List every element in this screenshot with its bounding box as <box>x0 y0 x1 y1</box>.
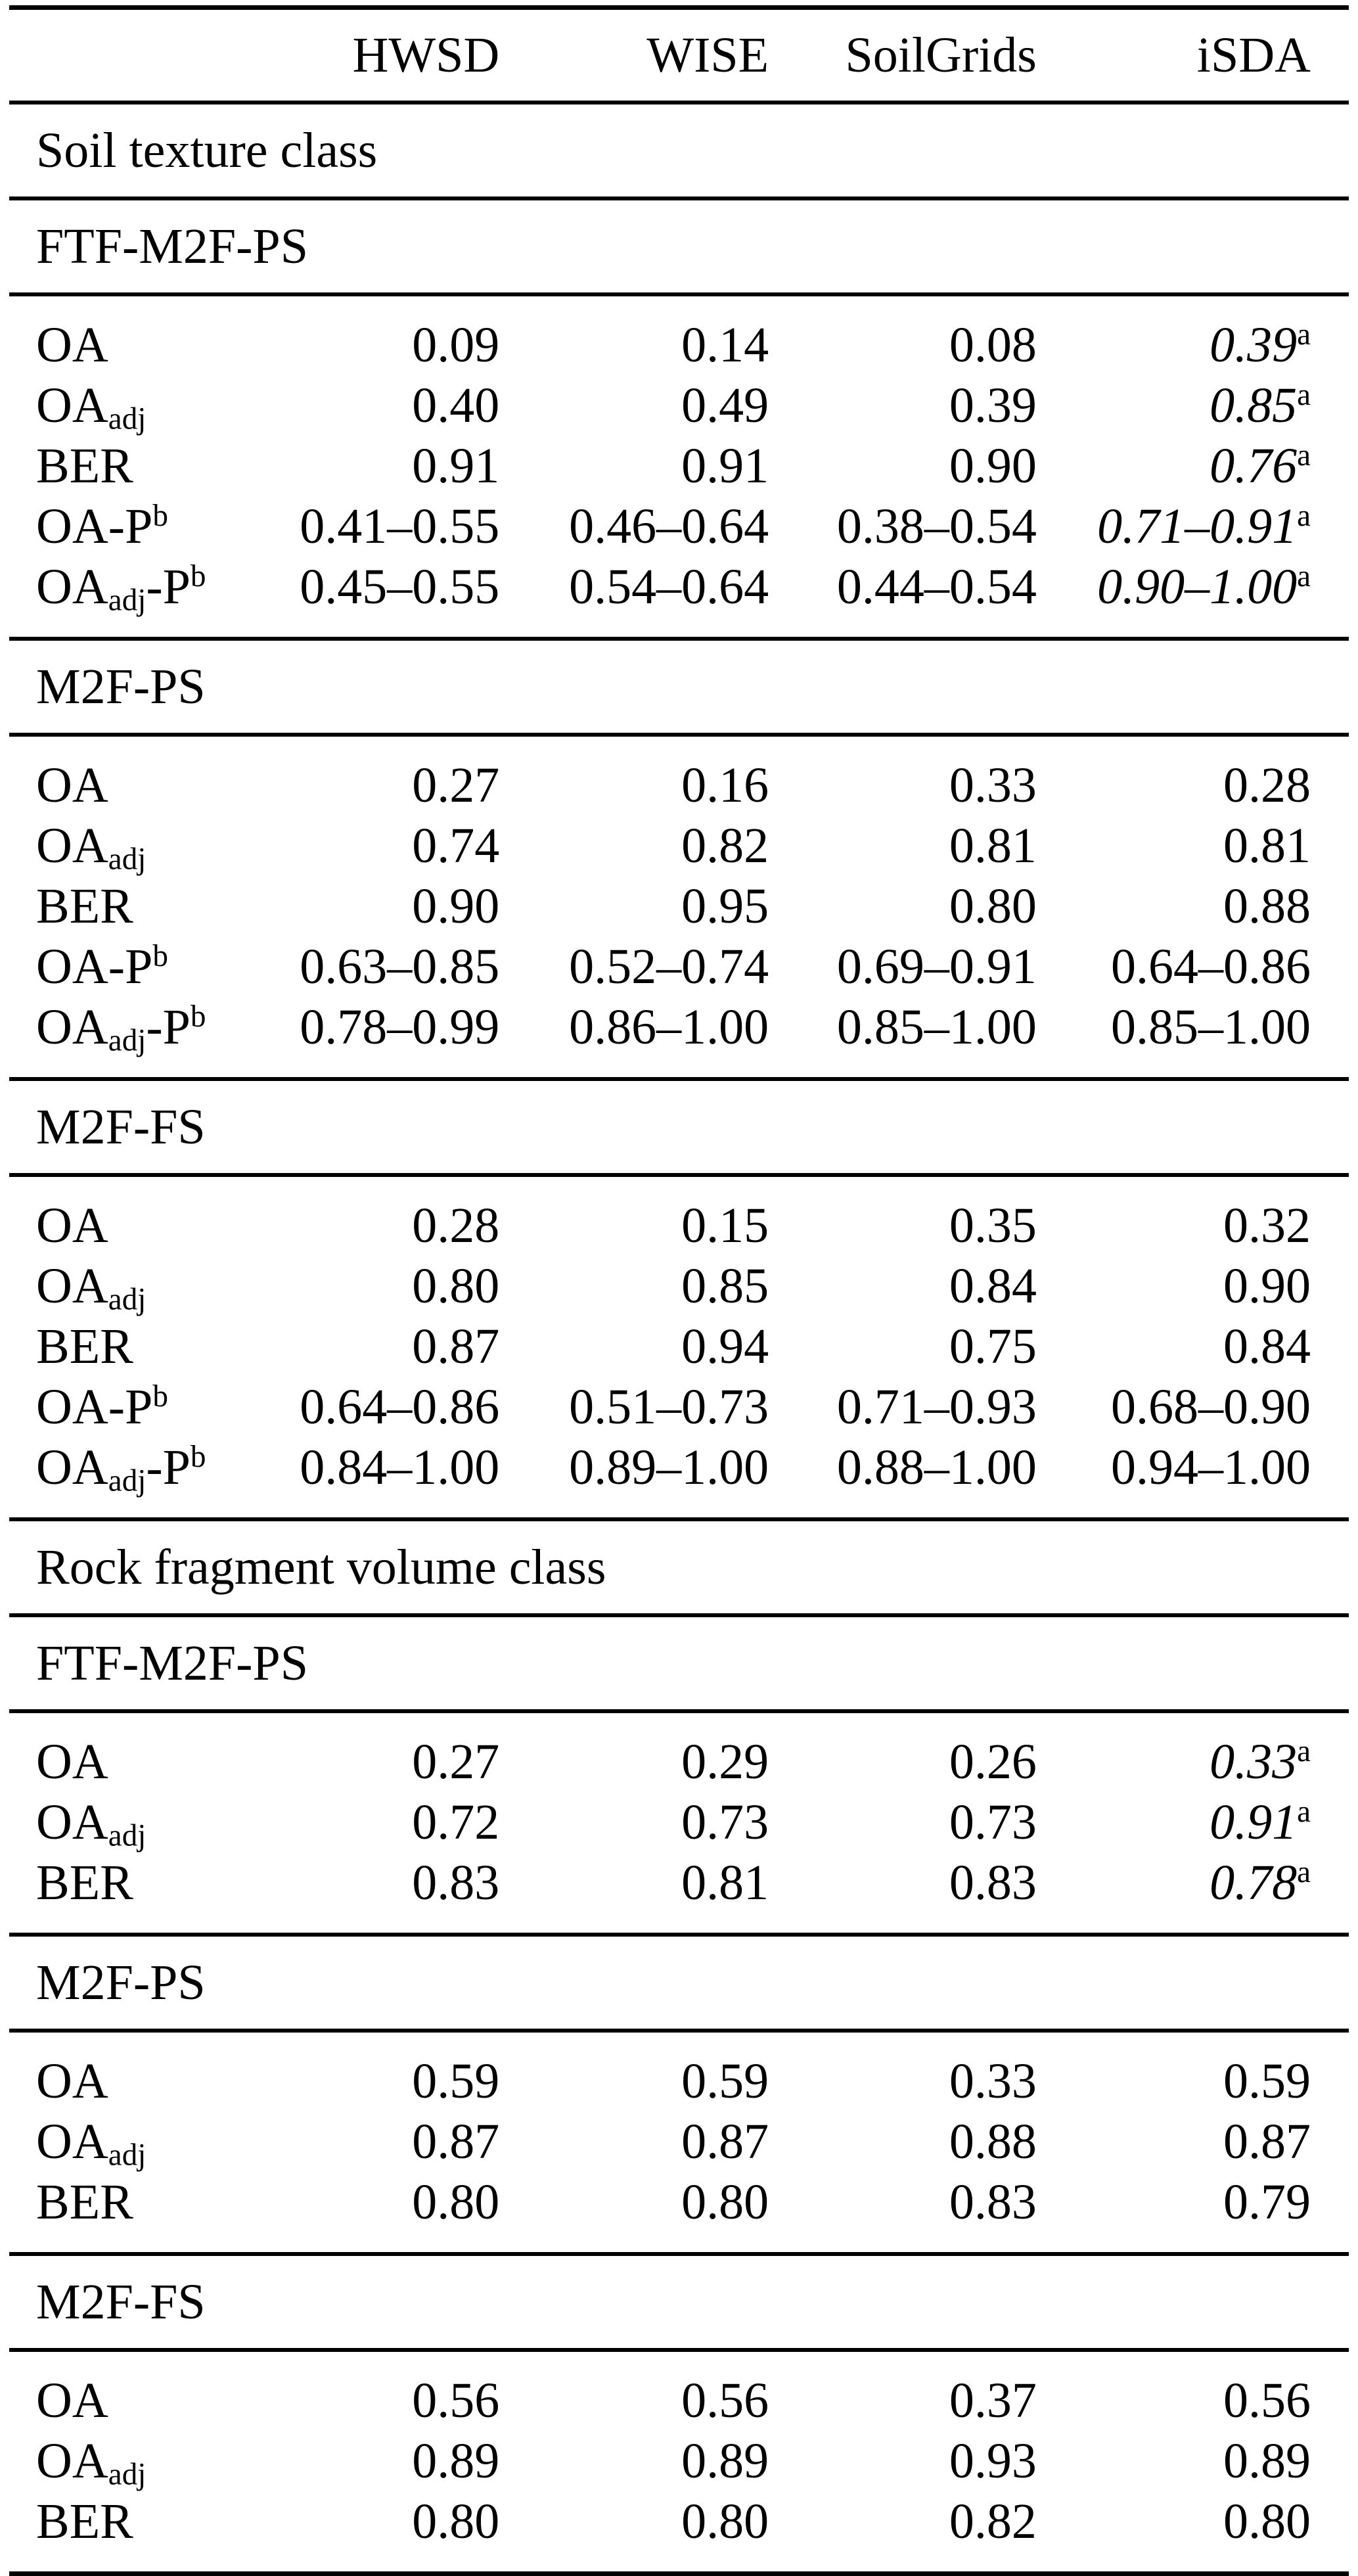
value-cell <box>769 2172 1037 2254</box>
column-header-wise: WISE <box>499 8 769 103</box>
value-cell <box>769 876 1037 936</box>
value-cell <box>1037 557 1349 639</box>
value-text: 0.76 <box>1210 438 1298 494</box>
value-text: 0.80 <box>412 2494 500 2549</box>
table-row <box>9 2031 1349 2111</box>
document-page <box>0 5 1358 2563</box>
value-text: 0.88 <box>1223 879 1311 934</box>
value-cell <box>277 557 499 639</box>
metric-label: $OA_{adj}$ <box>36 818 147 877</box>
value-text: 0.69–0.91 <box>836 939 1037 994</box>
value-text: 0.35 <box>949 1198 1037 1253</box>
value-text: 0.89 <box>1223 2433 1311 2489</box>
footnote-marker-b: b <box>190 1000 206 1034</box>
group-header-row <box>9 103 1349 198</box>
metric-label: OA <box>36 317 108 373</box>
value-cell <box>277 2111 499 2172</box>
value-cell <box>499 2350 769 2431</box>
value-text: 0.81 <box>949 818 1037 873</box>
value-text: 0.39 <box>949 378 1037 433</box>
value-text: 0.80 <box>412 1258 500 1314</box>
footnote-marker-b: b <box>152 939 168 974</box>
metric-label: $OA-P^b$ <box>36 939 168 994</box>
value-text: 0.81 <box>681 1855 769 1910</box>
value-text: 0.88 <box>949 2114 1037 2169</box>
value-text: 0.81 <box>1223 818 1311 873</box>
value-text: 0.27 <box>412 758 500 813</box>
value-text: 0.95 <box>681 879 769 934</box>
footnote-marker-a: a <box>1297 1795 1311 1829</box>
value-text: 0.80 <box>412 2174 500 2230</box>
metric-label: BER <box>36 1855 133 1910</box>
value-cell <box>277 2031 499 2111</box>
value-text: 0.85 <box>1210 378 1298 433</box>
metric-label: BER <box>36 879 133 934</box>
value-cell <box>769 816 1037 876</box>
footnote-marker-a: a <box>1297 438 1311 473</box>
value-text: 0.87 <box>412 2114 500 2169</box>
table-row <box>9 876 1349 936</box>
value-text: 0.91 <box>1210 1795 1298 1850</box>
value-text: 0.68–0.90 <box>1111 1379 1311 1435</box>
value-text: 0.87 <box>412 1319 500 1374</box>
value-text: 0.64–0.86 <box>1111 939 1311 994</box>
value-cell <box>277 1316 499 1377</box>
table-row <box>9 2431 1349 2491</box>
group-header-label: Rock fragment volume class <box>9 1519 1349 1615</box>
table-row <box>9 816 1349 876</box>
value-cell <box>499 1792 769 1852</box>
value-text: 0.90–1.00 <box>1097 559 1298 614</box>
value-text: 0.38–0.54 <box>836 499 1037 554</box>
value-text: 0.71–0.91 <box>1097 499 1298 554</box>
value-text: 0.94 <box>681 1319 769 1374</box>
section-header-label: M2F-FS <box>9 2254 1349 2350</box>
value-text: 0.09 <box>412 317 500 373</box>
value-cell <box>277 375 499 436</box>
footnote-marker-a: a <box>1297 1855 1311 1890</box>
footnote-marker-b: b <box>152 1379 168 1414</box>
value-cell <box>769 1852 1037 1935</box>
value-cell <box>1037 1316 1349 1377</box>
metric-label: OA <box>36 1198 108 1253</box>
results-table <box>9 5 1349 2576</box>
value-text: 0.82 <box>681 818 769 873</box>
value-cell <box>277 2491 499 2574</box>
value-text: 0.80 <box>681 2174 769 2230</box>
value-cell <box>277 1711 499 1792</box>
value-cell <box>1037 876 1349 936</box>
value-cell <box>769 735 1037 816</box>
value-text: 0.14 <box>681 317 769 373</box>
value-text: 0.16 <box>681 758 769 813</box>
value-text: 0.90 <box>1223 1258 1311 1314</box>
value-cell <box>499 816 769 876</box>
value-cell <box>1037 1256 1349 1316</box>
table-row <box>9 1711 1349 1792</box>
value-text: 0.94–1.00 <box>1111 1440 1311 1495</box>
value-cell <box>769 1377 1037 1437</box>
value-cell <box>277 1792 499 1852</box>
value-cell <box>1037 294 1349 375</box>
value-cell <box>769 557 1037 639</box>
value-text: 0.88–1.00 <box>836 1440 1037 1495</box>
value-cell <box>1037 2031 1349 2111</box>
value-text: 0.52–0.74 <box>569 939 769 994</box>
value-cell <box>769 496 1037 557</box>
value-cell <box>769 294 1037 375</box>
value-text: 0.84 <box>1223 1319 1311 1374</box>
table-row <box>9 375 1349 436</box>
section-header-label: FTF-M2F-PS <box>9 1615 1349 1711</box>
value-text: 0.91 <box>412 438 500 494</box>
value-text: 0.39 <box>1210 317 1298 373</box>
value-text: 0.75 <box>949 1319 1037 1374</box>
value-cell <box>277 436 499 496</box>
value-text: 0.40 <box>412 378 500 433</box>
value-cell <box>769 2350 1037 2431</box>
value-text: 0.41–0.55 <box>300 499 500 554</box>
metric-label: $OA_{adj}$ <box>36 2433 147 2492</box>
value-text: 0.89 <box>412 2433 500 2489</box>
value-text: 0.83 <box>412 1855 500 1910</box>
value-text: 0.83 <box>949 2174 1037 2230</box>
footnote-marker-b: b <box>190 1440 206 1475</box>
table-row <box>9 735 1349 816</box>
value-text: 0.59 <box>1223 2054 1311 2109</box>
column-header-soilgrids: SoilGrids <box>769 8 1037 103</box>
column-header-hwsd: HWSD <box>277 8 499 103</box>
section-header-row <box>9 2254 1349 2350</box>
value-cell <box>499 1711 769 1792</box>
value-cell <box>769 936 1037 997</box>
value-cell <box>769 2031 1037 2111</box>
table-row <box>9 1175 1349 1256</box>
value-cell <box>769 2111 1037 2172</box>
table-row <box>9 1792 1349 1852</box>
value-cell <box>499 2111 769 2172</box>
value-text: 0.27 <box>412 1734 500 1789</box>
value-text: 0.33 <box>949 2054 1037 2109</box>
value-cell <box>1037 2172 1349 2254</box>
value-cell <box>499 294 769 375</box>
subscript: adj <box>108 402 147 436</box>
value-cell <box>277 816 499 876</box>
value-cell <box>499 2431 769 2491</box>
value-cell <box>277 2431 499 2491</box>
footnote-marker-a: a <box>1297 317 1311 352</box>
value-text: 0.28 <box>412 1198 500 1253</box>
value-cell <box>499 2491 769 2574</box>
value-text: 0.86–1.00 <box>569 1000 769 1055</box>
value-cell <box>499 2172 769 2254</box>
subscript: adj <box>108 1282 147 1317</box>
value-cell <box>499 557 769 639</box>
footnote-marker-b: b <box>190 559 206 594</box>
section-header-row <box>9 1935 1349 2031</box>
value-cell <box>1037 1852 1349 1935</box>
value-cell <box>277 2172 499 2254</box>
subscript: adj <box>108 842 147 877</box>
subscript: adj <box>108 1463 147 1498</box>
value-cell <box>1037 816 1349 876</box>
value-text: 0.45–0.55 <box>300 559 500 614</box>
value-cell <box>1037 496 1349 557</box>
footnote-marker-b: b <box>152 499 168 534</box>
value-cell <box>769 1711 1037 1792</box>
section-header-label: M2F-PS <box>9 639 1349 735</box>
footnote-marker-a: a <box>1297 559 1311 594</box>
value-cell <box>1037 2111 1349 2172</box>
value-text: 0.73 <box>949 1795 1037 1850</box>
group-header-label: Soil texture class <box>9 103 1349 198</box>
value-cell <box>499 997 769 1079</box>
value-text: 0.37 <box>949 2373 1037 2428</box>
value-cell <box>769 1316 1037 1377</box>
value-text: 0.82 <box>949 2494 1037 2549</box>
value-text: 0.90 <box>412 879 500 934</box>
value-cell <box>499 2031 769 2111</box>
metric-label: $OA_{adj}$ <box>36 2114 147 2173</box>
value-cell <box>769 375 1037 436</box>
table-row <box>9 936 1349 997</box>
value-text: 0.59 <box>412 2054 500 2109</box>
section-header-label: M2F-PS <box>9 1935 1349 2031</box>
footnote-marker-a: a <box>1297 1734 1311 1769</box>
value-cell <box>769 436 1037 496</box>
value-cell <box>277 1175 499 1256</box>
metric-label: BER <box>36 438 133 494</box>
table-header-row <box>9 8 1349 103</box>
table-row <box>9 2350 1349 2431</box>
value-cell <box>769 1256 1037 1316</box>
value-text: 0.91 <box>681 438 769 494</box>
value-cell <box>499 375 769 436</box>
metric-label: BER <box>36 1319 133 1374</box>
value-text: 0.71–0.93 <box>836 1379 1037 1435</box>
value-cell <box>499 1175 769 1256</box>
metric-label: $OA_{adj}-P^b$ <box>36 1000 206 1058</box>
metric-label: BER <box>36 2494 133 2549</box>
table-row <box>9 557 1349 639</box>
value-text: 0.08 <box>949 317 1037 373</box>
value-text: 0.78 <box>1210 1855 1298 1910</box>
value-text: 0.80 <box>1223 2494 1311 2549</box>
value-cell <box>499 735 769 816</box>
value-text: 0.87 <box>1223 2114 1311 2169</box>
value-cell <box>1037 375 1349 436</box>
value-text: 0.89–1.00 <box>569 1440 769 1495</box>
value-cell <box>277 294 499 375</box>
value-cell <box>277 1256 499 1316</box>
value-cell <box>1037 1377 1349 1437</box>
metric-label: $OA_{adj}$ <box>36 1795 147 1853</box>
table-row <box>9 997 1349 1079</box>
value-text: 0.15 <box>681 1198 769 1253</box>
value-cell <box>1037 735 1349 816</box>
metric-label: BER <box>36 2174 133 2230</box>
value-text: 0.56 <box>1223 2373 1311 2428</box>
value-text: 0.56 <box>681 2373 769 2428</box>
value-cell <box>1037 1175 1349 1256</box>
value-cell <box>1037 436 1349 496</box>
metric-label: OA <box>36 758 108 813</box>
value-text: 0.59 <box>681 2054 769 2109</box>
section-header-row <box>9 198 1349 294</box>
value-text: 0.90 <box>949 438 1037 494</box>
value-text: 0.63–0.85 <box>300 939 500 994</box>
table-row <box>9 1377 1349 1437</box>
value-cell <box>769 1437 1037 1519</box>
value-cell <box>1037 2491 1349 2574</box>
value-cell <box>277 876 499 936</box>
value-text: 0.85 <box>681 1258 769 1314</box>
value-text: 0.29 <box>681 1734 769 1789</box>
section-header-row <box>9 1079 1349 1175</box>
table-row <box>9 1437 1349 1519</box>
table-row <box>9 1852 1349 1935</box>
metric-label: $OA_{adj}-P^b$ <box>36 559 206 618</box>
column-header-isda: iSDA <box>1037 8 1349 103</box>
metric-label: $OA-P^b$ <box>36 499 168 554</box>
value-cell <box>769 997 1037 1079</box>
column-header-empty <box>9 8 277 103</box>
value-text: 0.89 <box>681 2433 769 2489</box>
value-cell <box>769 1175 1037 1256</box>
value-text: 0.28 <box>1223 758 1311 813</box>
table-row <box>9 2172 1349 2254</box>
table-row <box>9 496 1349 557</box>
value-cell <box>277 2350 499 2431</box>
results-table-body <box>9 103 1349 2574</box>
value-text: 0.64–0.86 <box>300 1379 500 1435</box>
group-header-row <box>9 1519 1349 1615</box>
value-text: 0.51–0.73 <box>569 1379 769 1435</box>
table-row <box>9 436 1349 496</box>
value-cell <box>499 876 769 936</box>
value-text: 0.84 <box>949 1258 1037 1314</box>
value-text: 0.32 <box>1223 1198 1311 1253</box>
value-text: 0.72 <box>412 1795 500 1850</box>
value-cell <box>1037 1437 1349 1519</box>
footnote-marker-a: a <box>1297 499 1311 534</box>
value-text: 0.49 <box>681 378 769 433</box>
value-cell <box>499 1377 769 1437</box>
value-text: 0.33 <box>949 758 1037 813</box>
value-cell <box>769 2491 1037 2574</box>
value-cell <box>277 1437 499 1519</box>
table-row <box>9 1256 1349 1316</box>
table-row <box>9 2491 1349 2574</box>
section-header-label: M2F-FS <box>9 1079 1349 1175</box>
value-cell <box>1037 997 1349 1079</box>
metric-label: $OA_{adj}$ <box>36 378 147 436</box>
value-cell <box>499 1316 769 1377</box>
value-cell <box>277 735 499 816</box>
value-text: 0.73 <box>681 1795 769 1850</box>
metric-label: $OA_{adj}$ <box>36 1258 147 1317</box>
value-text: 0.80 <box>681 2494 769 2549</box>
table-row <box>9 2111 1349 2172</box>
table-row <box>9 294 1349 375</box>
section-header-row <box>9 639 1349 735</box>
footnote-marker-a: a <box>1297 378 1311 413</box>
value-text: 0.83 <box>949 1855 1037 1910</box>
section-header-label: FTF-M2F-PS <box>9 198 1349 294</box>
value-cell <box>1037 1711 1349 1792</box>
value-text: 0.80 <box>949 879 1037 934</box>
value-cell <box>499 1256 769 1316</box>
value-cell <box>277 936 499 997</box>
value-text: 0.44–0.54 <box>836 559 1037 614</box>
subscript: adj <box>108 583 147 618</box>
value-cell <box>277 1852 499 1935</box>
value-cell <box>277 496 499 557</box>
value-cell <box>499 436 769 496</box>
value-text: 0.46–0.64 <box>569 499 769 554</box>
metric-label: $OA-P^b$ <box>36 1379 168 1435</box>
value-text: 0.54–0.64 <box>569 559 769 614</box>
value-text: 0.93 <box>949 2433 1037 2489</box>
value-cell <box>499 1852 769 1935</box>
value-cell <box>1037 1792 1349 1852</box>
value-cell <box>1037 936 1349 997</box>
value-text: 0.87 <box>681 2114 769 2169</box>
subscript: adj <box>108 1023 147 1058</box>
subscript: adj <box>108 1818 147 1853</box>
value-text: 0.84–1.00 <box>300 1440 500 1495</box>
value-cell <box>499 1437 769 1519</box>
table-row <box>9 1316 1349 1377</box>
value-cell <box>277 997 499 1079</box>
section-header-row <box>9 1615 1349 1711</box>
metric-label: $OA_{adj}-P^b$ <box>36 1440 206 1498</box>
value-text: 0.79 <box>1223 2174 1311 2230</box>
value-text: 0.78–0.99 <box>300 1000 500 1055</box>
value-cell <box>499 936 769 997</box>
subscript: adj <box>108 2457 147 2492</box>
value-cell <box>1037 2350 1349 2431</box>
value-text: 0.26 <box>949 1734 1037 1789</box>
value-cell <box>769 1792 1037 1852</box>
value-text: 0.56 <box>412 2373 500 2428</box>
value-cell <box>1037 2431 1349 2491</box>
metric-label: OA <box>36 2054 108 2109</box>
metric-label: OA <box>36 1734 108 1789</box>
metric-label: OA <box>36 2373 108 2428</box>
value-cell <box>769 2431 1037 2491</box>
value-text: 0.33 <box>1210 1734 1298 1789</box>
value-text: 0.85–1.00 <box>836 1000 1037 1055</box>
value-cell <box>499 496 769 557</box>
value-text: 0.74 <box>412 818 500 873</box>
value-text: 0.85–1.00 <box>1111 1000 1311 1055</box>
subscript: adj <box>108 2138 147 2173</box>
value-cell <box>277 1377 499 1437</box>
